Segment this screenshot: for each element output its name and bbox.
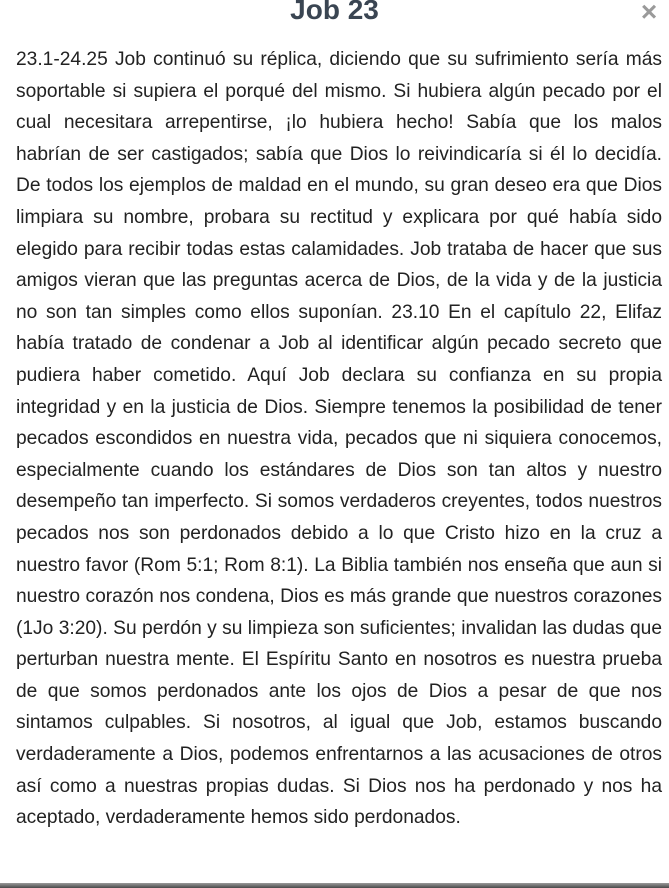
modal-header — [0, 0, 669, 28]
close-icon: × — [640, 0, 658, 27]
bottom-edge-shadow — [0, 883, 669, 888]
close-button[interactable] — [637, 0, 661, 26]
modal-body[interactable] — [16, 44, 662, 834]
commentary-text: 23.1-24.25 Job continuó su réplica, diciendo que su sufrimiento sería más soportable si supiera el porqué del mismo. Si hubiera algún pecado por el cual necesitara arrepentirse, ¡lo hubiera hecho! Sabía que los malos habrían de ser castigados; sabía que Dios lo reivindicaría si él lo decidía. De todos los ejemplos de maldad en el mundo, su gran deseo era que Dios limpiara su nombre, probara su rectitud y explicara por qué había sido elegido para recibir todas estas calamidades. Job trataba de hacer que sus amigos vieran que las preguntas acerca de Dios, de la vida y de la justicia no son tan simples como ellos suponían. 23.10 En el capítulo 22, Elifaz había tratado de condenar a Job al identificar algún pecado secreto que pudiera haber cometido. Aquí Job declara su confianza en su propia integridad y en la justicia de Dios. Siempre tenemos la posibilidad de tener pecados escondidos en nuestra vida, pecados que ni siquiera conocemos, especialmente cuando los estándares de Dios son tan altos y nuestro desempeño tan imperfecto. Si somos verdaderos creyentes, todos nuestros pecados nos son perdonados debido a lo que Cristo hizo en la cruz a nuestro favor (Rom 5:1; Rom 8:1). La Biblia también nos enseña que aun si nuestro corazón nos condena, Dios es más grande que nuestros corazones (1Jo 3:20). Su perdón y su limpieza son suficientes; invalidan las dudas que perturban nuestra mente. El Espíritu Santo en nosotros es nuestra prueba de que somos perdonados ante los ojos de Dios a pesar de que nos sintamos culpables. Si nosotros, al igual que Job, estamos buscando verdaderamente a Dios, podemos enfrentarnos a las acusaciones de otros así como a nuestras propias dudas. Si Dios nos ha perdonado y nos ha aceptado, verdaderamente hemos sido perdonados. — [16, 49, 662, 829]
modal-title: Job 23 — [290, 0, 379, 25]
